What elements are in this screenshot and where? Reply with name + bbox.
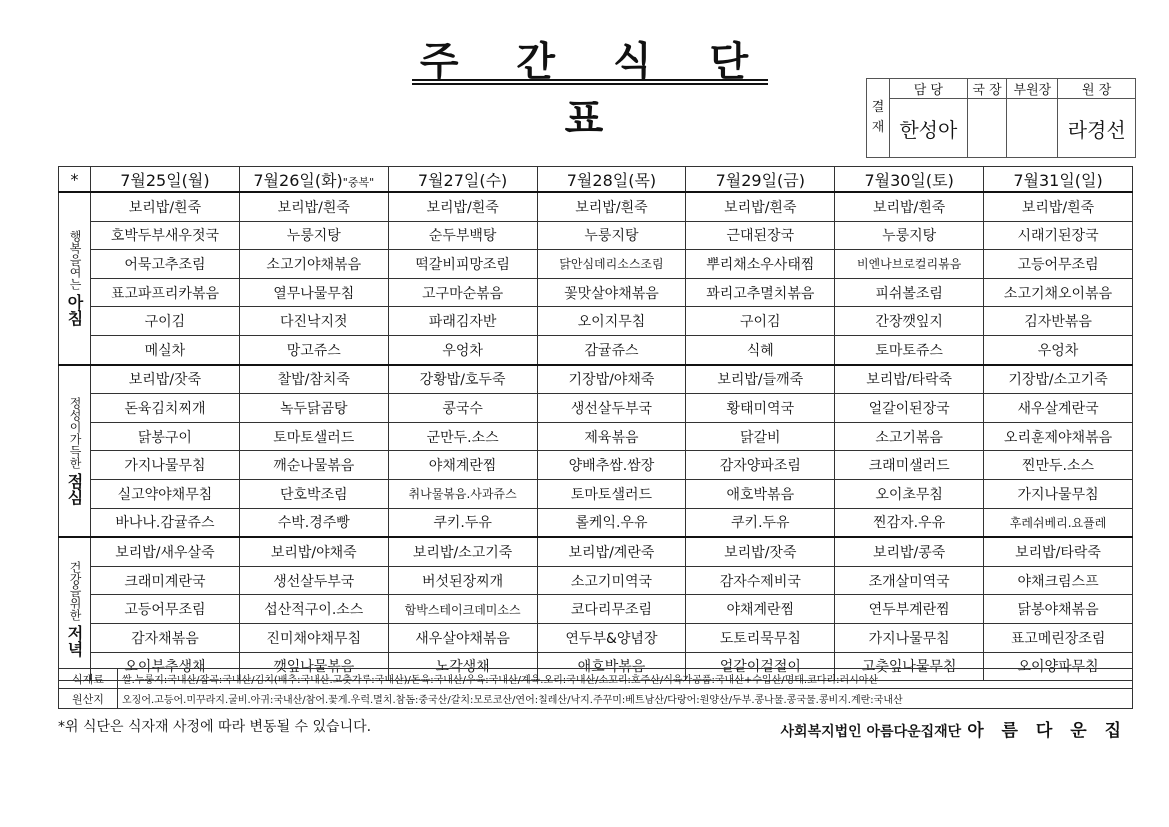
menu-cell: 연두부계란찜 (835, 595, 984, 624)
menu-cell: 우엉차 (388, 335, 537, 364)
day-header: 7월31일(일) (984, 167, 1133, 193)
menu-cell: 보리밥/흰죽 (91, 192, 240, 221)
signature-head: 라경선 (1058, 99, 1136, 158)
origin-label: 원산지 (59, 689, 118, 709)
menu-cell: 버섯된장찌개 (388, 566, 537, 595)
menu-row (59, 307, 1133, 336)
menu-cell: 고춧잎나물무침 (835, 652, 984, 681)
menu-cell: 닭봉야채볶음 (984, 595, 1133, 624)
menu-cell: 보리밥/들깨죽 (686, 365, 835, 394)
origin-label: 식재료 (59, 669, 118, 689)
menu-cell: 보리밥/흰죽 (388, 192, 537, 221)
menu-cell: 보리밥/흰죽 (984, 192, 1133, 221)
menu-cell: 얼갈이겉절이 (686, 652, 835, 681)
corner-cell: * (59, 167, 91, 193)
menu-cell: 보리밥/야채죽 (239, 537, 388, 566)
title-underline (412, 79, 768, 81)
menu-cell: 노각생채 (388, 652, 537, 681)
menu-row (59, 335, 1133, 364)
menu-cell: 보리밥/콩죽 (835, 537, 984, 566)
menu-cell: 콩국수 (388, 394, 537, 423)
menu-cell: 생선살두부국 (239, 566, 388, 595)
day-header: 7월28일(목) (537, 167, 686, 193)
menu-cell: 군만두.소스 (388, 422, 537, 451)
menu-cell: 보리밥/계란죽 (537, 537, 686, 566)
menu-cell: 야채계란찜 (686, 595, 835, 624)
menu-cell: 얼갈이된장국 (835, 394, 984, 423)
menu-cell: 크래미샐러드 (835, 451, 984, 480)
menu-cell: 기장밥/소고기죽 (984, 365, 1133, 394)
menu-row (59, 595, 1133, 624)
menu-cell: 김자반볶음 (984, 307, 1133, 336)
menu-cell: 어묵고추조림 (91, 250, 240, 279)
menu-cell: 보리밥/타락죽 (835, 365, 984, 394)
menu-cell: 보리밥/흰죽 (686, 192, 835, 221)
foundation-name: 사회복지법인 아름다운집재단 아 름 다 운 집 (780, 721, 1127, 741)
day-note: "중복" (342, 175, 375, 189)
menu-row (59, 221, 1133, 250)
menu-cell: 후레쉬베리.요플레 (984, 508, 1133, 537)
menu-cell: 토마토쥬스 (835, 335, 984, 364)
meal-subtitle: 정성이가득한 (68, 396, 82, 469)
menu-cell: 소고기채오이볶음 (984, 278, 1133, 307)
menu-cell: 꽃맛살야채볶음 (537, 278, 686, 307)
menu-cell: 꽈리고추멸치볶음 (686, 278, 835, 307)
meal-name: 점심 (65, 472, 84, 505)
menu-cell: 오이초무침 (835, 479, 984, 508)
menu-cell: 파래김자반 (388, 307, 537, 336)
menu-cell: 보리밥/잣죽 (91, 365, 240, 394)
menu-cell: 기장밥/야채죽 (537, 365, 686, 394)
menu-cell: 간장깻잎지 (835, 307, 984, 336)
meal-label (59, 365, 91, 538)
menu-cell: 고등어무조림 (984, 250, 1133, 279)
menu-cell: 제육볶음 (537, 422, 686, 451)
menu-cell: 깨순나물볶음 (239, 451, 388, 480)
header-row (59, 167, 1133, 193)
menu-row (59, 422, 1133, 451)
menu-cell: 표고파프리카볶음 (91, 278, 240, 307)
menu-cell: 구이김 (686, 307, 835, 336)
menu-cell: 새우살계란국 (984, 394, 1133, 423)
disclaimer-note: *위 식단은 식자재 사정에 따라 변동될 수 있습니다. (58, 719, 372, 735)
approval-label: 결 재 (867, 79, 890, 158)
menu-cell: 실고약야채무침 (91, 479, 240, 508)
menu-cell: 누룽지탕 (835, 221, 984, 250)
menu-cell: 단호박조림 (239, 479, 388, 508)
menu-cell: 감자수제비국 (686, 566, 835, 595)
menu-cell: 감자채볶음 (91, 623, 240, 652)
meal-name: 저녁 (65, 625, 84, 658)
menu-cell: 오이부추생채 (91, 652, 240, 681)
menu-cell: 보리밥/타락죽 (984, 537, 1133, 566)
menu-cell: 취나물볶음.사과쥬스 (388, 479, 537, 508)
menu-cell: 순두부백탕 (388, 221, 537, 250)
day-header: 7월25일(월) (91, 167, 240, 193)
menu-cell: 소고기볶음 (835, 422, 984, 451)
menu-cell: 쿠키.두유 (686, 508, 835, 537)
day-header: 7월30일(토) (835, 167, 984, 193)
menu-cell: 도토리묵무침 (686, 623, 835, 652)
meal-name: 아침 (65, 294, 84, 327)
menu-cell: 토마토샐러드 (239, 422, 388, 451)
menu-row (59, 537, 1133, 566)
menu-cell: 야채계란찜 (388, 451, 537, 480)
menu-cell: 깻잎나물볶음 (239, 652, 388, 681)
meal-subtitle: 건강을위한 (68, 561, 82, 622)
menu-cell: 오이양파무침 (984, 652, 1133, 681)
menu-row (59, 250, 1133, 279)
day-header: 7월26일(화)"중복" (239, 167, 388, 193)
menu-cell: 조개살미역국 (835, 566, 984, 595)
menu-cell: 닭안심데리소스조림 (537, 250, 686, 279)
menu-cell: 감귤쥬스 (537, 335, 686, 364)
approval-role: 국 장 (967, 79, 1007, 99)
menu-cell: 가지나물무침 (91, 451, 240, 480)
menu-cell: 고구마순볶음 (388, 278, 537, 307)
menu-cell: 크래미계란국 (91, 566, 240, 595)
menu-cell: 황태미역국 (686, 394, 835, 423)
menu-cell: 뿌리채소우사태찜 (686, 250, 835, 279)
menu-cell: 생선살두부국 (537, 394, 686, 423)
menu-cell: 보리밥/흰죽 (835, 192, 984, 221)
menu-cell: 오리훈제야채볶음 (984, 422, 1133, 451)
menu-cell: 다진낙지젓 (239, 307, 388, 336)
menu-cell: 표고메린장조림 (984, 623, 1133, 652)
menu-cell: 진미채야채무침 (239, 623, 388, 652)
menu-cell: 녹두닭곰탕 (239, 394, 388, 423)
menu-cell: 양배추쌈.쌈장 (537, 451, 686, 480)
menu-cell: 바나나.감귤쥬스 (91, 508, 240, 537)
meal-label (59, 537, 91, 680)
menu-cell: 호박두부새우젓국 (91, 221, 240, 250)
signature-director (967, 99, 1007, 158)
page-title: 주 간 식 단 표 (419, 39, 771, 142)
menu-row (59, 394, 1133, 423)
origin-table (58, 668, 1133, 709)
day-header: 7월29일(금) (686, 167, 835, 193)
menu-cell: 소고기미역국 (537, 566, 686, 595)
menu-cell: 토마토샐러드 (537, 479, 686, 508)
menu-cell: 보리밥/소고기죽 (388, 537, 537, 566)
menu-row (59, 508, 1133, 537)
menu-cell: 메실차 (91, 335, 240, 364)
menu-cell: 보리밥/새우살죽 (91, 537, 240, 566)
menu-cell: 강황밥/호두죽 (388, 365, 537, 394)
menu-cell: 닭갈비 (686, 422, 835, 451)
menu-row (59, 451, 1133, 480)
menu-row (59, 566, 1133, 595)
menu-cell: 코다리무조림 (537, 595, 686, 624)
menu-cell: 우엉차 (984, 335, 1133, 364)
menu-cell: 오이지무침 (537, 307, 686, 336)
menu-cell: 비엔나브로컬리볶음 (835, 250, 984, 279)
menu-cell: 식혜 (686, 335, 835, 364)
approval-role: 담 당 (890, 79, 968, 99)
approval-role: 부원장 (1007, 79, 1058, 99)
menu-cell: 구이김 (91, 307, 240, 336)
signature-vice-head (1007, 99, 1058, 158)
menu-cell: 망고쥬스 (239, 335, 388, 364)
meal-label (59, 192, 91, 365)
menu-cell: 누룽지탕 (537, 221, 686, 250)
menu-row (59, 623, 1133, 652)
day-header: 7월27일(수) (388, 167, 537, 193)
menu-cell: 야채크림스프 (984, 566, 1133, 595)
menu-cell: 떡갈비피망조림 (388, 250, 537, 279)
menu-cell: 누룽지탕 (239, 221, 388, 250)
menu-cell: 수박.경주빵 (239, 508, 388, 537)
menu-cell: 쿠키.두유 (388, 508, 537, 537)
menu-cell: 시래기된장국 (984, 221, 1133, 250)
menu-row (59, 365, 1133, 394)
origin-line: 쌀.누룽지:국내산/잡곡:국내산/김치(배추:국내산.고춧가루:국내산)/돈육:국내산/우육:국내산/계육.오리:국내산/소꼬리:호주산/식육가공품:국내산+수입산/명태.코다리:러시아산 (118, 669, 1133, 689)
weekly-menu-table (58, 166, 1133, 681)
menu-row (59, 278, 1133, 307)
menu-row (59, 192, 1133, 221)
menu-cell: 열무나물무침 (239, 278, 388, 307)
meal-subtitle: 행복을여는 (68, 230, 82, 291)
title-underline-2 (412, 83, 768, 85)
menu-cell: 가지나물무침 (835, 623, 984, 652)
menu-cell: 돈육김치찌개 (91, 394, 240, 423)
menu-cell: 찰밥/참치죽 (239, 365, 388, 394)
approval-box (866, 78, 1136, 158)
menu-row (59, 479, 1133, 508)
menu-cell: 피쉬볼조림 (835, 278, 984, 307)
menu-cell: 함박스테이크데미소스 (388, 595, 537, 624)
menu-cell: 보리밥/잣죽 (686, 537, 835, 566)
menu-cell: 감자양파조림 (686, 451, 835, 480)
menu-cell: 고등어무조림 (91, 595, 240, 624)
approval-role: 원 장 (1058, 79, 1136, 99)
menu-cell: 애호박볶음 (537, 652, 686, 681)
menu-cell: 소고기야채볶음 (239, 250, 388, 279)
menu-cell: 닭봉구이 (91, 422, 240, 451)
menu-cell: 섭산적구이.소스 (239, 595, 388, 624)
menu-cell: 근대된장국 (686, 221, 835, 250)
menu-cell: 애호박볶음 (686, 479, 835, 508)
menu-cell: 가지나물무침 (984, 479, 1133, 508)
signature-manager: 한성아 (890, 99, 968, 158)
menu-cell: 롤케익.우유 (537, 508, 686, 537)
origin-line: 오징어.고등어.미꾸라지.굴비.아귀:국내산/참어.꽃게.우럭.멸치.참돔:중국산/갈치:모로코산/연어:칠레산/낙지.주꾸미:베트남산/다랑어:원양산/두부.콩나물.콩국물.콩비지.계란:국내산 (118, 689, 1133, 709)
menu-cell: 찐만두.소스 (984, 451, 1133, 480)
menu-cell: 보리밥/흰죽 (537, 192, 686, 221)
menu-cell: 연두부&양념장 (537, 623, 686, 652)
menu-cell: 보리밥/흰죽 (239, 192, 388, 221)
menu-cell: 새우살야채볶음 (388, 623, 537, 652)
menu-cell: 찐감자.우유 (835, 508, 984, 537)
